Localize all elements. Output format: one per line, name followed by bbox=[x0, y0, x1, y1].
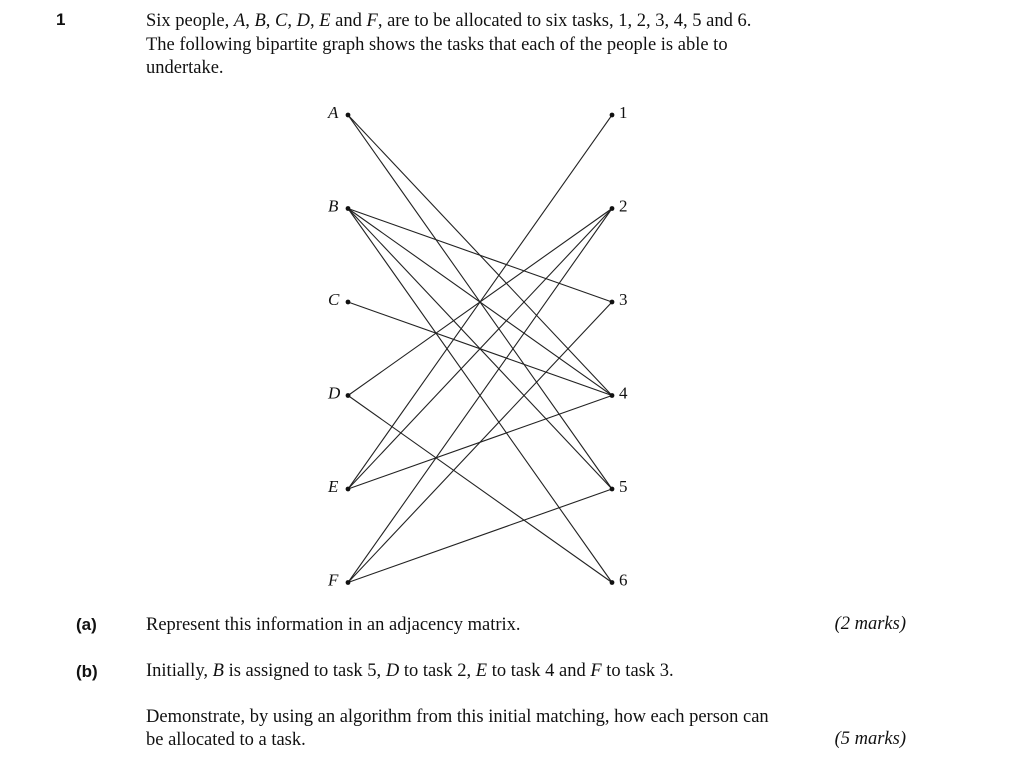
edge-d-6 bbox=[348, 396, 612, 583]
part-b-marks: (5 marks) bbox=[834, 729, 906, 749]
part-a-text: Represent this information in an adjacency matrix. bbox=[146, 615, 521, 635]
vertex-label-c: C bbox=[328, 290, 340, 309]
vertex-label-task-5: 5 bbox=[619, 477, 628, 496]
vertex-label-task-1: 1 bbox=[619, 103, 628, 122]
vertex-label-task-2: 2 bbox=[619, 196, 628, 216]
vertex-f bbox=[346, 580, 351, 585]
vertex-e bbox=[346, 487, 351, 492]
vertex-label-b: B bbox=[328, 196, 339, 216]
vertex-task-2 bbox=[610, 206, 615, 211]
question-number: 1 bbox=[56, 10, 66, 29]
vertex-label-e: E bbox=[328, 477, 339, 496]
vertex-label-d: D bbox=[328, 383, 341, 403]
intro-line-2-text: The following bipartite graph shows the tasks that each of the people is able to bbox=[146, 34, 728, 55]
edge-f-5 bbox=[348, 489, 612, 583]
vertex-label-a: A bbox=[328, 103, 339, 122]
vertex-a bbox=[346, 113, 351, 118]
part-a-label: (a) bbox=[76, 615, 97, 634]
vertex-task-1 bbox=[610, 113, 615, 118]
vertex-label-task-6: 6 bbox=[619, 570, 628, 590]
vertex-label-task-3: 3 bbox=[619, 290, 628, 309]
edge-b-3 bbox=[348, 209, 612, 303]
vertex-label-task-4: 4 bbox=[619, 383, 628, 403]
part-b-label: (b) bbox=[76, 662, 98, 681]
vertex-label-f: F bbox=[328, 570, 339, 590]
vertex-b bbox=[346, 206, 351, 211]
vertex-c bbox=[346, 300, 351, 305]
vertex-task-5 bbox=[610, 487, 615, 492]
intro-line-1-text: Six people, A, B, C, D, E and F, are to be allocated to six tasks, 1, 2, 3, 4, 5 and 6. bbox=[146, 11, 752, 31]
edge-f-3 bbox=[348, 302, 612, 583]
intro-line-3-text: undertake. bbox=[146, 58, 224, 78]
part-b-line-2: Demonstrate, by using an algorithm from this initial matching, how each person can bbox=[146, 707, 769, 727]
part-a-marks: (2 marks) bbox=[834, 614, 906, 634]
vertex-d bbox=[346, 393, 351, 398]
vertex-task-3 bbox=[610, 300, 615, 305]
vertex-task-4 bbox=[610, 393, 615, 398]
part-b-line-1: Initially, B is assigned to task 5, D to task 2, E to task 4 and F to task 3. bbox=[146, 661, 674, 681]
part-b-line-3: be allocated to a task. bbox=[146, 730, 306, 750]
vertex-task-6 bbox=[610, 580, 615, 585]
